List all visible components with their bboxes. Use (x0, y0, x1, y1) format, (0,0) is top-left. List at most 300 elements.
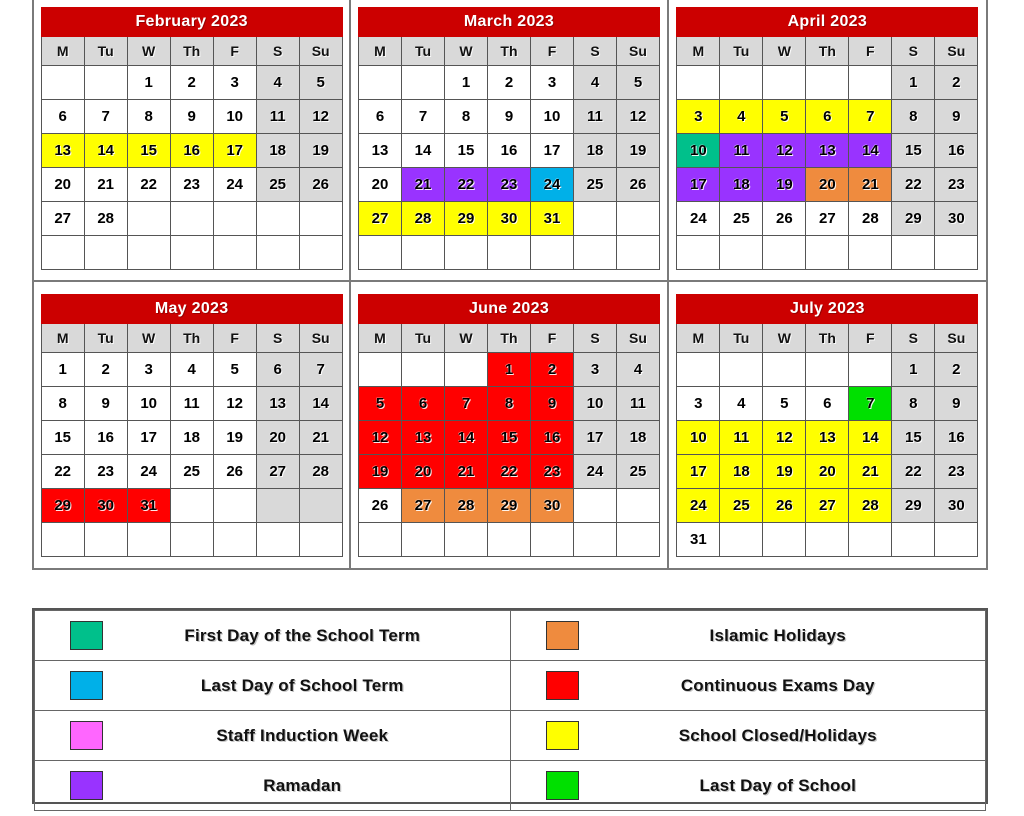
day-cell[interactable]: 27 (41, 201, 84, 235)
day-cell[interactable]: 10 (677, 420, 720, 454)
day-cell[interactable]: 29 (487, 488, 530, 522)
day-cell[interactable]: 28 (849, 201, 892, 235)
day-cell[interactable]: 24 (213, 167, 256, 201)
day-cell[interactable]: 29 (892, 201, 935, 235)
day-cell[interactable] (170, 522, 213, 556)
day-cell[interactable] (806, 352, 849, 386)
day-cell[interactable] (170, 235, 213, 269)
month-weeks (677, 352, 978, 556)
day-cell[interactable]: 11 (170, 386, 213, 420)
day-cell[interactable]: 16 (935, 420, 978, 454)
day-cell[interactable] (720, 522, 763, 556)
day-cell[interactable] (299, 235, 342, 269)
day-cell[interactable]: 4 (170, 352, 213, 386)
day-cell[interactable]: 7 (444, 386, 487, 420)
day-cell[interactable]: 24 (127, 454, 170, 488)
day-cell[interactable]: 20 (806, 167, 849, 201)
day-cell[interactable]: 21 (849, 454, 892, 488)
day-cell[interactable]: 8 (41, 386, 84, 420)
day-cell[interactable] (358, 522, 401, 556)
day-cell[interactable]: 23 (935, 454, 978, 488)
day-cell[interactable] (41, 235, 84, 269)
day-cell[interactable]: 20 (358, 167, 401, 201)
day-cell[interactable]: 14 (401, 133, 444, 167)
day-cell[interactable]: 4 (616, 352, 659, 386)
day-cell[interactable]: 4 (720, 99, 763, 133)
day-cell[interactable]: 30 (84, 488, 127, 522)
day-cell[interactable]: 5 (299, 65, 342, 99)
legend-color-swatch (70, 721, 103, 750)
day-cell[interactable] (170, 488, 213, 522)
day-cell[interactable] (935, 522, 978, 556)
day-cell[interactable]: 8 (444, 99, 487, 133)
day-cell[interactable]: 21 (299, 420, 342, 454)
day-cell[interactable] (720, 352, 763, 386)
day-cell[interactable]: 4 (256, 65, 299, 99)
day-cell[interactable]: 1 (444, 65, 487, 99)
day-cell[interactable] (84, 235, 127, 269)
day-cell[interactable] (806, 235, 849, 269)
day-of-week-header: S (573, 36, 616, 65)
day-cell[interactable] (849, 522, 892, 556)
week-row (41, 386, 342, 420)
day-cell[interactable]: 10 (573, 386, 616, 420)
day-cell[interactable] (892, 235, 935, 269)
day-cell[interactable]: 30 (935, 201, 978, 235)
week-row (358, 201, 659, 235)
day-cell[interactable]: 4 (573, 65, 616, 99)
day-cell[interactable]: 21 (444, 454, 487, 488)
legend-entry (510, 761, 986, 811)
day-cell[interactable]: 31 (530, 201, 573, 235)
day-cell[interactable]: 12 (299, 99, 342, 133)
day-cell[interactable]: 2 (487, 65, 530, 99)
day-cell[interactable]: 26 (763, 201, 806, 235)
day-cell[interactable] (573, 488, 616, 522)
day-cell[interactable]: 9 (487, 99, 530, 133)
day-cell[interactable]: 18 (616, 420, 659, 454)
day-cell[interactable]: 12 (358, 420, 401, 454)
day-cell[interactable] (573, 201, 616, 235)
week-row (41, 201, 342, 235)
day-cell[interactable] (530, 522, 573, 556)
week-row (358, 133, 659, 167)
day-cell[interactable]: 15 (127, 133, 170, 167)
day-cell[interactable] (299, 488, 342, 522)
day-cell[interactable]: 21 (84, 167, 127, 201)
day-cell[interactable] (616, 201, 659, 235)
day-cell[interactable]: 23 (530, 454, 573, 488)
day-cell[interactable]: 30 (530, 488, 573, 522)
day-cell[interactable] (213, 235, 256, 269)
day-cell[interactable] (299, 201, 342, 235)
day-cell[interactable]: 26 (358, 488, 401, 522)
day-cell[interactable]: 2 (935, 352, 978, 386)
day-cell[interactable] (487, 522, 530, 556)
day-cell[interactable] (530, 235, 573, 269)
day-cell[interactable] (763, 522, 806, 556)
day-cell[interactable] (401, 65, 444, 99)
day-cell[interactable]: 3 (530, 65, 573, 99)
week-row (358, 386, 659, 420)
day-cell[interactable]: 23 (170, 167, 213, 201)
day-cell[interactable]: 25 (170, 454, 213, 488)
day-cell[interactable]: 31 (127, 488, 170, 522)
day-cell[interactable] (763, 235, 806, 269)
legend-label: Staff Induction Week (216, 725, 389, 745)
legend-label: School Closed/Holidays (678, 725, 877, 745)
day-cell[interactable]: 1 (892, 352, 935, 386)
day-cell[interactable] (299, 522, 342, 556)
week-row (358, 352, 659, 386)
day-cell[interactable]: 14 (444, 420, 487, 454)
day-cell[interactable]: 23 (84, 454, 127, 488)
legend-row (35, 661, 986, 711)
day-cell[interactable]: 7 (299, 352, 342, 386)
day-cell[interactable]: 13 (806, 420, 849, 454)
day-cell[interactable]: 18 (170, 420, 213, 454)
legend-color-swatch (546, 771, 579, 800)
day-cell[interactable]: 10 (127, 386, 170, 420)
week-row (41, 522, 342, 556)
day-cell[interactable]: 3 (573, 352, 616, 386)
day-cell[interactable]: 18 (573, 133, 616, 167)
day-cell[interactable]: 15 (487, 420, 530, 454)
day-of-week-header: M (677, 323, 720, 352)
day-cell[interactable] (806, 522, 849, 556)
day-cell[interactable]: 18 (256, 133, 299, 167)
day-cell[interactable]: 13 (358, 133, 401, 167)
day-cell[interactable]: 7 (401, 99, 444, 133)
day-cell[interactable]: 30 (487, 201, 530, 235)
day-cell[interactable]: 7 (84, 99, 127, 133)
day-cell[interactable]: 11 (616, 386, 659, 420)
day-cell[interactable]: 18 (720, 167, 763, 201)
day-cell[interactable] (616, 235, 659, 269)
day-cell[interactable]: 15 (892, 133, 935, 167)
week-row (41, 420, 342, 454)
day-cell[interactable]: 17 (127, 420, 170, 454)
day-cell[interactable]: 19 (616, 133, 659, 167)
day-cell[interactable]: 28 (849, 488, 892, 522)
day-cell[interactable]: 24 (530, 167, 573, 201)
day-cell[interactable]: 5 (763, 386, 806, 420)
day-cell[interactable]: 24 (677, 201, 720, 235)
day-of-week-header: S (573, 323, 616, 352)
day-cell[interactable]: 25 (256, 167, 299, 201)
day-cell[interactable]: 6 (806, 386, 849, 420)
day-cell[interactable] (256, 201, 299, 235)
week-row (677, 201, 978, 235)
day-cell[interactable]: 12 (213, 386, 256, 420)
day-cell[interactable]: 28 (299, 454, 342, 488)
day-cell[interactable]: 10 (213, 99, 256, 133)
day-cell[interactable]: 9 (170, 99, 213, 133)
day-cell[interactable] (358, 235, 401, 269)
day-cell[interactable]: 29 (444, 201, 487, 235)
day-cell[interactable]: 11 (720, 420, 763, 454)
day-cell[interactable]: 26 (299, 167, 342, 201)
day-cell[interactable]: 28 (84, 201, 127, 235)
day-cell[interactable]: 5 (763, 99, 806, 133)
day-cell[interactable]: 12 (616, 99, 659, 133)
day-cell[interactable]: 17 (573, 420, 616, 454)
day-cell[interactable] (677, 65, 720, 99)
day-cell[interactable]: 16 (530, 420, 573, 454)
day-cell[interactable] (358, 65, 401, 99)
day-cell[interactable]: 19 (213, 420, 256, 454)
day-cell[interactable]: 8 (487, 386, 530, 420)
day-cell[interactable]: 3 (677, 386, 720, 420)
day-cell[interactable]: 6 (806, 99, 849, 133)
day-cell[interactable] (487, 235, 530, 269)
day-cell[interactable] (213, 201, 256, 235)
legend-label: Continuous Exams Day (680, 675, 875, 695)
day-cell[interactable]: 28 (444, 488, 487, 522)
day-cell[interactable]: 19 (763, 167, 806, 201)
day-cell[interactable]: 22 (892, 454, 935, 488)
day-cell[interactable] (892, 522, 935, 556)
day-cell[interactable]: 26 (616, 167, 659, 201)
day-cell[interactable]: 22 (41, 454, 84, 488)
legend-body (35, 611, 986, 811)
day-cell[interactable]: 31 (677, 522, 720, 556)
day-cell[interactable]: 13 (806, 133, 849, 167)
day-cell[interactable]: 20 (256, 420, 299, 454)
day-cell[interactable] (213, 488, 256, 522)
day-cell[interactable]: 22 (127, 167, 170, 201)
day-cell[interactable]: 26 (763, 488, 806, 522)
day-cell[interactable]: 18 (720, 454, 763, 488)
day-cell[interactable]: 14 (299, 386, 342, 420)
legend-color-swatch (546, 671, 579, 700)
day-cell[interactable]: 17 (530, 133, 573, 167)
day-cell[interactable]: 15 (892, 420, 935, 454)
day-cell[interactable]: 27 (256, 454, 299, 488)
day-cell[interactable]: 27 (401, 488, 444, 522)
day-cell[interactable]: 19 (763, 454, 806, 488)
day-cell[interactable] (256, 488, 299, 522)
day-cell[interactable]: 4 (720, 386, 763, 420)
day-cell[interactable] (401, 522, 444, 556)
day-cell[interactable]: 6 (358, 99, 401, 133)
day-cell[interactable] (849, 235, 892, 269)
day-cell[interactable]: 15 (444, 133, 487, 167)
day-cell[interactable]: 6 (401, 386, 444, 420)
day-cell[interactable]: 16 (935, 133, 978, 167)
day-cell[interactable]: 12 (763, 420, 806, 454)
day-cell[interactable]: 5 (213, 352, 256, 386)
day-cell[interactable]: 20 (401, 454, 444, 488)
day-cell[interactable] (677, 352, 720, 386)
legend-color-swatch (546, 721, 579, 750)
day-cell[interactable]: 11 (573, 99, 616, 133)
day-cell[interactable] (41, 522, 84, 556)
day-cell[interactable]: 1 (41, 352, 84, 386)
month-title: February 2023 (41, 7, 342, 36)
day-of-week-header: W (763, 36, 806, 65)
day-cell[interactable] (806, 65, 849, 99)
day-cell[interactable]: 22 (892, 167, 935, 201)
legend-label: Last Day of School Term (200, 675, 404, 695)
day-cell[interactable]: 29 (41, 488, 84, 522)
months-grid (34, 0, 986, 568)
day-cell[interactable]: 19 (299, 133, 342, 167)
day-of-week-header: M (358, 323, 401, 352)
week-row (41, 235, 342, 269)
day-cell[interactable] (720, 235, 763, 269)
day-cell[interactable]: 7 (849, 99, 892, 133)
week-row (358, 167, 659, 201)
day-cell[interactable]: 25 (616, 454, 659, 488)
day-cell[interactable] (256, 235, 299, 269)
day-of-week-header: Su (935, 36, 978, 65)
day-cell[interactable]: 8 (892, 99, 935, 133)
day-cell[interactable]: 3 (213, 65, 256, 99)
day-cell[interactable]: 17 (677, 167, 720, 201)
week-row (677, 99, 978, 133)
day-cell[interactable]: 13 (401, 420, 444, 454)
day-cell[interactable]: 9 (935, 386, 978, 420)
day-cell[interactable]: 10 (530, 99, 573, 133)
day-of-week-header: S (892, 36, 935, 65)
day-cell[interactable]: 17 (677, 454, 720, 488)
day-cell[interactable]: 29 (892, 488, 935, 522)
day-cell[interactable]: 5 (358, 386, 401, 420)
day-cell[interactable]: 8 (892, 386, 935, 420)
legend-label: Islamic Holidays (709, 625, 846, 645)
day-cell[interactable]: 25 (720, 201, 763, 235)
day-cell[interactable] (84, 65, 127, 99)
day-cell[interactable]: 23 (487, 167, 530, 201)
week-row (41, 352, 342, 386)
day-cell[interactable] (84, 522, 127, 556)
day-cell[interactable] (444, 235, 487, 269)
day-cell[interactable] (401, 352, 444, 386)
day-cell[interactable]: 25 (573, 167, 616, 201)
day-cell[interactable] (256, 522, 299, 556)
day-cell[interactable]: 20 (41, 167, 84, 201)
day-cell[interactable]: 23 (935, 167, 978, 201)
month-weeks (358, 65, 659, 269)
day-cell[interactable] (444, 352, 487, 386)
day-cell[interactable]: 16 (84, 420, 127, 454)
day-of-week-header: Su (616, 36, 659, 65)
day-cell[interactable]: 13 (256, 386, 299, 420)
day-cell[interactable]: 17 (213, 133, 256, 167)
day-of-week-header: F (530, 323, 573, 352)
day-cell[interactable] (127, 235, 170, 269)
legend-row (35, 761, 986, 811)
day-cell[interactable]: 15 (41, 420, 84, 454)
day-cell[interactable] (213, 522, 256, 556)
day-cell[interactable]: 22 (487, 454, 530, 488)
day-cell[interactable]: 1 (127, 65, 170, 99)
day-cell[interactable] (127, 522, 170, 556)
day-cell[interactable]: 14 (849, 420, 892, 454)
day-cell[interactable] (763, 65, 806, 99)
day-cell[interactable] (127, 201, 170, 235)
day-cell[interactable]: 2 (935, 65, 978, 99)
day-cell[interactable]: 11 (256, 99, 299, 133)
day-cell[interactable]: 19 (358, 454, 401, 488)
day-cell[interactable] (616, 488, 659, 522)
day-cell[interactable] (573, 235, 616, 269)
legend-entry (35, 661, 511, 711)
day-cell[interactable] (573, 522, 616, 556)
day-cell[interactable]: 9 (84, 386, 127, 420)
day-of-week-header: W (763, 323, 806, 352)
day-cell[interactable]: 7 (849, 386, 892, 420)
day-cell[interactable]: 14 (849, 133, 892, 167)
day-cell[interactable] (170, 201, 213, 235)
day-cell[interactable]: 24 (573, 454, 616, 488)
day-cell[interactable]: 6 (256, 352, 299, 386)
week-row (41, 133, 342, 167)
day-cell[interactable]: 2 (84, 352, 127, 386)
day-cell[interactable]: 5 (616, 65, 659, 99)
day-cell[interactable] (849, 65, 892, 99)
day-cell[interactable]: 3 (677, 99, 720, 133)
day-cell[interactable]: 12 (763, 133, 806, 167)
day-cell[interactable]: 2 (530, 352, 573, 386)
day-cell[interactable]: 26 (213, 454, 256, 488)
day-of-week-header: S (256, 36, 299, 65)
day-cell[interactable]: 6 (41, 99, 84, 133)
day-cell[interactable]: 9 (530, 386, 573, 420)
day-cell[interactable] (616, 522, 659, 556)
day-cell[interactable]: 21 (401, 167, 444, 201)
day-cell[interactable] (849, 352, 892, 386)
day-cell[interactable]: 3 (127, 352, 170, 386)
day-cell[interactable] (935, 235, 978, 269)
day-cell[interactable]: 11 (720, 133, 763, 167)
day-of-week-header: W (127, 36, 170, 65)
day-cell[interactable]: 9 (935, 99, 978, 133)
day-cell[interactable]: 24 (677, 488, 720, 522)
day-cell[interactable] (41, 65, 84, 99)
day-cell[interactable]: 28 (401, 201, 444, 235)
day-cell[interactable]: 16 (487, 133, 530, 167)
day-cell[interactable]: 22 (444, 167, 487, 201)
day-cell[interactable] (720, 65, 763, 99)
month-table (41, 7, 343, 270)
day-cell[interactable] (677, 235, 720, 269)
day-cell[interactable]: 1 (892, 65, 935, 99)
day-cell[interactable]: 30 (935, 488, 978, 522)
day-cell[interactable]: 25 (720, 488, 763, 522)
day-cell[interactable] (358, 352, 401, 386)
week-row (677, 235, 978, 269)
week-row (358, 420, 659, 454)
day-cell[interactable]: 10 (677, 133, 720, 167)
day-cell[interactable]: 14 (84, 133, 127, 167)
day-cell[interactable]: 2 (170, 65, 213, 99)
legend-color-swatch (70, 771, 103, 800)
day-cell[interactable]: 13 (41, 133, 84, 167)
day-cell[interactable]: 8 (127, 99, 170, 133)
day-cell[interactable]: 16 (170, 133, 213, 167)
day-cell[interactable] (401, 235, 444, 269)
day-cell[interactable] (763, 352, 806, 386)
day-cell[interactable] (444, 522, 487, 556)
day-cell[interactable]: 27 (806, 488, 849, 522)
day-cell[interactable]: 20 (806, 454, 849, 488)
day-cell[interactable]: 27 (358, 201, 401, 235)
day-cell[interactable]: 27 (806, 201, 849, 235)
day-cell[interactable]: 21 (849, 167, 892, 201)
day-cell[interactable]: 1 (487, 352, 530, 386)
